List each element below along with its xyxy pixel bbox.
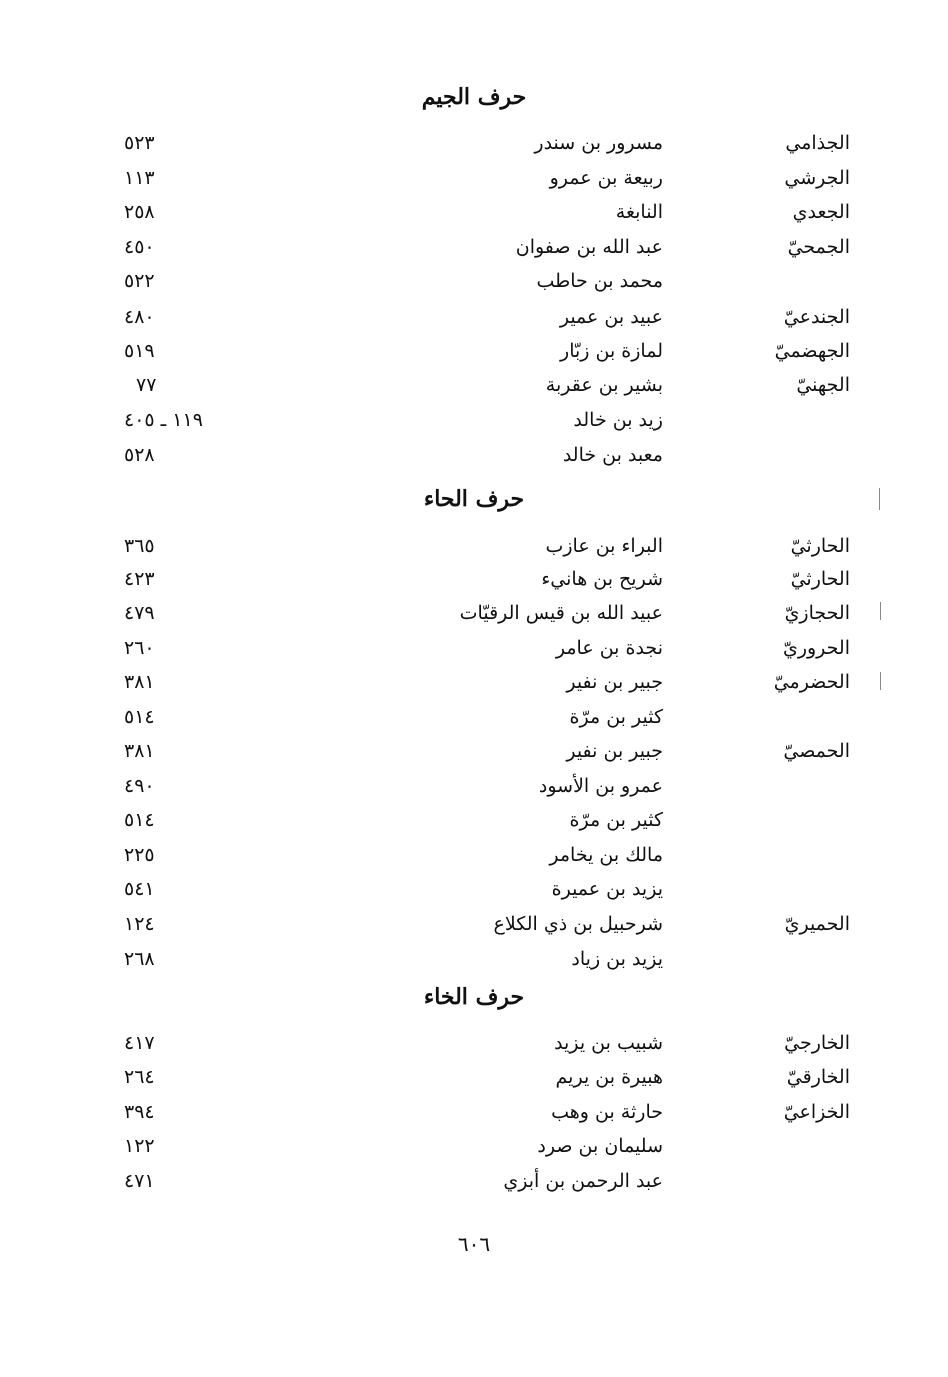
index-row bbox=[0, 807, 948, 841]
person-name: محمد بن حاطب bbox=[536, 270, 663, 292]
person-name: جبير بن نفير bbox=[566, 740, 663, 762]
person-name: النابغة bbox=[615, 201, 663, 223]
page-ref: ٢٥٨ bbox=[124, 201, 155, 223]
page-ref: ٤١٧ bbox=[124, 1032, 155, 1054]
index-row bbox=[0, 911, 948, 945]
page-ref: ٥٤١ bbox=[124, 878, 155, 900]
nisba: الجهنيّ bbox=[796, 374, 850, 396]
person-name: ربيعة بن عمرو bbox=[549, 167, 663, 189]
person-name: عبد الرحمن بن أبزي bbox=[503, 1170, 663, 1192]
page-ref: ١٢٤ bbox=[124, 913, 155, 935]
person-name: سليمان بن صرد bbox=[537, 1135, 663, 1157]
page-ref: ٤٧٩ bbox=[124, 602, 155, 624]
index-row bbox=[0, 268, 948, 302]
nisba: الجعدي bbox=[792, 201, 850, 223]
page-ref: ٣٩٤ bbox=[124, 1101, 155, 1123]
scan-mark bbox=[879, 488, 880, 510]
person-name: جبير بن نفير bbox=[566, 671, 663, 693]
person-name: حارثة بن وهب bbox=[551, 1101, 663, 1123]
person-name: كثير بن مرّة bbox=[569, 809, 663, 831]
page-ref: ٢٦٨ bbox=[124, 948, 155, 970]
index-row bbox=[0, 876, 948, 910]
index-row bbox=[0, 738, 948, 772]
person-name: يزيد بن زياد bbox=[571, 948, 663, 970]
nisba: الجمحيّ bbox=[787, 236, 850, 258]
scan-mark bbox=[880, 602, 881, 620]
nisba: الخارجيّ bbox=[784, 1032, 850, 1054]
person-name: عبد الله بن صفوان bbox=[515, 236, 663, 258]
index-row bbox=[0, 442, 948, 476]
nisba: الحمصيّ bbox=[783, 740, 850, 762]
page-ref: ١١٩ ـ ٤٠٥ bbox=[124, 409, 203, 431]
page-ref: ٥٢٨ bbox=[124, 444, 155, 466]
nisba: الخارقيّ bbox=[786, 1066, 850, 1088]
page-ref: ٢٦٠ bbox=[124, 637, 155, 659]
index-row bbox=[0, 566, 948, 600]
person-name: عمرو بن الأسود bbox=[538, 775, 663, 797]
index-row bbox=[0, 635, 948, 669]
nisba: الحروريّ bbox=[782, 637, 850, 659]
index-row bbox=[0, 1133, 948, 1167]
scan-mark bbox=[880, 672, 881, 690]
page-ref: ١١٣ bbox=[124, 167, 155, 189]
person-name: زيد بن خالد bbox=[573, 409, 663, 431]
page-ref: ٥١٩ bbox=[124, 340, 155, 362]
nisba: الحارثيّ bbox=[790, 568, 850, 590]
person-name: معبد بن خالد bbox=[562, 444, 663, 466]
nisba: الحميريّ bbox=[784, 913, 850, 935]
page-ref: ١٢٢ bbox=[124, 1135, 155, 1157]
page-ref: ٢٦٤ bbox=[124, 1066, 155, 1088]
page-number: ٦٠٦ bbox=[457, 1232, 491, 1256]
person-name: البراء بن عازب bbox=[545, 535, 663, 557]
person-name: مالك بن يخامر bbox=[549, 844, 663, 866]
page-ref: ٤٢٣ bbox=[124, 568, 155, 590]
person-name: لمازة بن زبّار bbox=[560, 340, 663, 362]
index-row bbox=[0, 234, 948, 268]
person-name: نجدة بن عامر bbox=[555, 637, 663, 659]
index-row bbox=[0, 407, 948, 441]
person-name: بشير بن عقربة bbox=[545, 374, 663, 396]
page-ref: ٥٢٣ bbox=[124, 132, 155, 154]
section-heading: حرف الجيم bbox=[421, 84, 527, 110]
nisba: الخزاعيّ bbox=[783, 1101, 850, 1123]
nisba: الجذامي bbox=[785, 132, 850, 154]
page-ref: ٣٦٥ bbox=[124, 535, 155, 557]
index-row bbox=[0, 165, 948, 199]
page-ref: ٤٧١ bbox=[124, 1170, 155, 1192]
page-ref: ٥٢٢ bbox=[124, 270, 155, 292]
index-row bbox=[0, 1064, 948, 1098]
page-ref: ٤٩٠ bbox=[124, 775, 155, 797]
person-name: عبيد بن عمير bbox=[559, 306, 663, 328]
page-ref: ٤٨٠ bbox=[124, 306, 155, 328]
person-name: عبيد الله بن قيس الرقيّات bbox=[459, 602, 663, 624]
page-ref: ٢٢٥ bbox=[124, 844, 155, 866]
index-row bbox=[0, 130, 948, 164]
page-ref: ٧٧ bbox=[136, 374, 157, 396]
index-row bbox=[0, 842, 948, 876]
section-heading: حرف الحاء bbox=[423, 486, 525, 512]
person-name: يزيد بن عميرة bbox=[551, 878, 663, 900]
index-row bbox=[0, 773, 948, 807]
page-ref: ٥١٤ bbox=[124, 809, 155, 831]
index-row bbox=[0, 533, 948, 567]
page-ref: ٤٥٠ bbox=[124, 236, 155, 258]
index-row bbox=[0, 1168, 948, 1202]
index-row bbox=[0, 946, 948, 980]
index-row bbox=[0, 600, 948, 634]
index-row bbox=[0, 372, 948, 406]
person-name: كثير بن مرّة bbox=[569, 706, 663, 728]
section-heading: حرف الخاء bbox=[423, 984, 525, 1010]
page-ref: ٥١٤ bbox=[124, 706, 155, 728]
person-name: شبيب بن يزيد bbox=[554, 1032, 663, 1054]
person-name: شريح بن هانيء bbox=[541, 568, 663, 590]
index-row bbox=[0, 704, 948, 738]
person-name: مسرور بن سندر bbox=[534, 132, 663, 154]
page-ref: ٣٨١ bbox=[124, 740, 155, 762]
nisba: الحجازيّ bbox=[784, 602, 850, 624]
index-row bbox=[0, 304, 948, 338]
person-name: شرحبيل بن ذي الكلاع bbox=[493, 913, 663, 935]
index-row bbox=[0, 199, 948, 233]
nisba: الجرشي bbox=[784, 167, 850, 189]
nisba: الحارثيّ bbox=[790, 535, 850, 557]
index-row bbox=[0, 1099, 948, 1133]
index-row bbox=[0, 669, 948, 703]
page-ref: ٣٨١ bbox=[124, 671, 155, 693]
person-name: هبيرة بن يريم bbox=[555, 1066, 663, 1088]
nisba: الجهضميّ bbox=[774, 340, 850, 362]
index-row bbox=[0, 1030, 948, 1064]
nisba: الجندعيّ bbox=[783, 306, 850, 328]
nisba: الحضرميّ bbox=[773, 671, 850, 693]
index-row bbox=[0, 338, 948, 372]
